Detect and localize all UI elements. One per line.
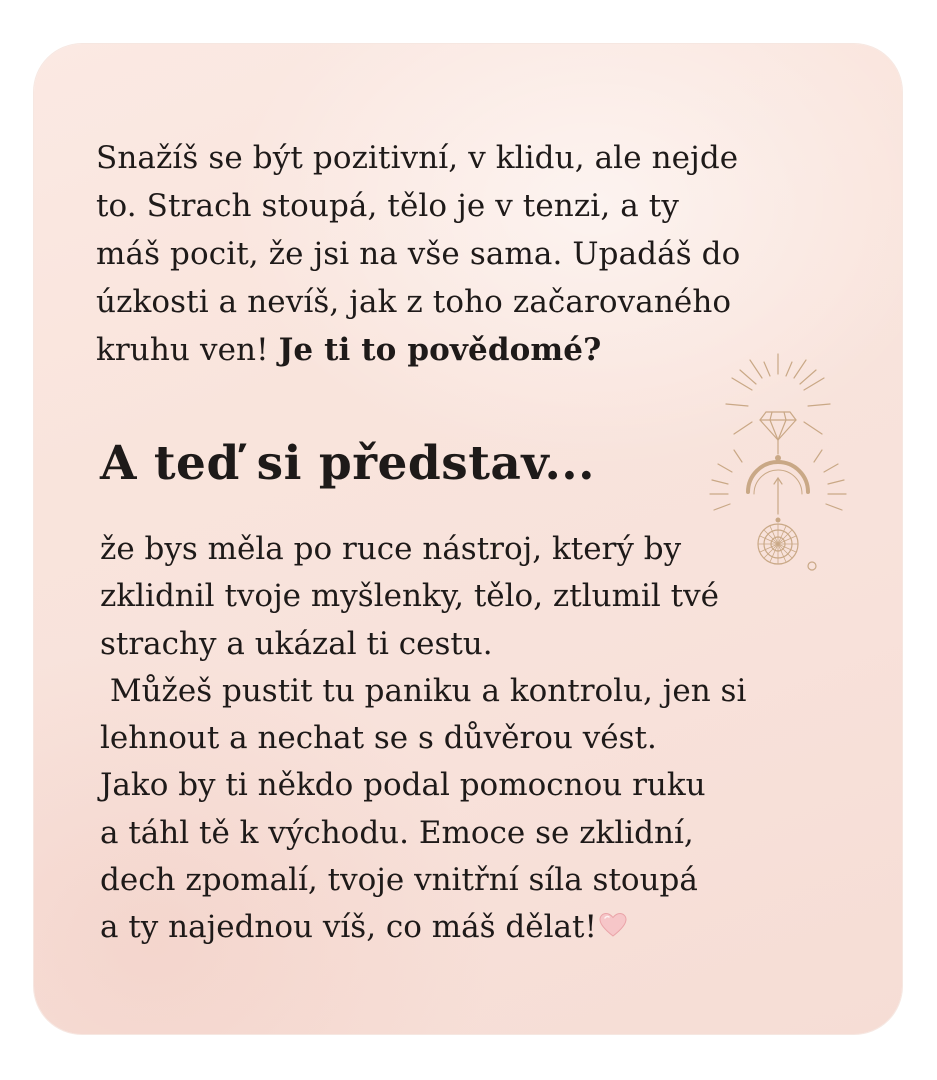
body-line: strachy a ukázal ti cestu.: [100, 625, 493, 662]
body-line: Jako by ti někdo podal pomocnou ruku: [100, 767, 706, 804]
body-line: dech zpomalí, tvoje vnitřní síla stoupá: [100, 862, 698, 899]
intro-line: to. Strach stoupá, tělo je v tenzi, a ty: [96, 188, 679, 224]
body-line: že bys měla po ruce nástroj, který by: [100, 531, 682, 567]
intro-last-plain: kruhu ven!: [96, 332, 279, 368]
intro-line: Snažíš se být pozitivní, v klidu, ale nejde: [96, 140, 739, 176]
body-line-last: [100, 904, 880, 951]
intro-line: úzkosti a nevíš, jak z toho začarovaného: [96, 284, 732, 320]
body-last-text: a ty najednou víš, co máš dělat!: [100, 909, 597, 946]
body-line: a táhl tě k východu. Emoce se zklidní,: [100, 814, 694, 851]
heart-icon: [598, 911, 628, 939]
content-card: [34, 44, 902, 1034]
section-heading: A teď si představ...: [100, 436, 596, 491]
body-paragraph: [100, 526, 880, 952]
body-line: Můžeš pustit tu paniku a kontrolu, jen si: [100, 672, 747, 709]
body-line: zklidnil tvoje myšlenky, tělo, ztlumil tvé: [100, 578, 719, 615]
intro-paragraph: [96, 134, 856, 374]
intro-question: Je ti to povědomé?: [278, 332, 602, 368]
intro-line: máš pocit, že jsi na vše sama. Upadáš do: [96, 236, 741, 272]
body-line: lehnout a nechat se s důvěrou vést.: [100, 720, 657, 757]
